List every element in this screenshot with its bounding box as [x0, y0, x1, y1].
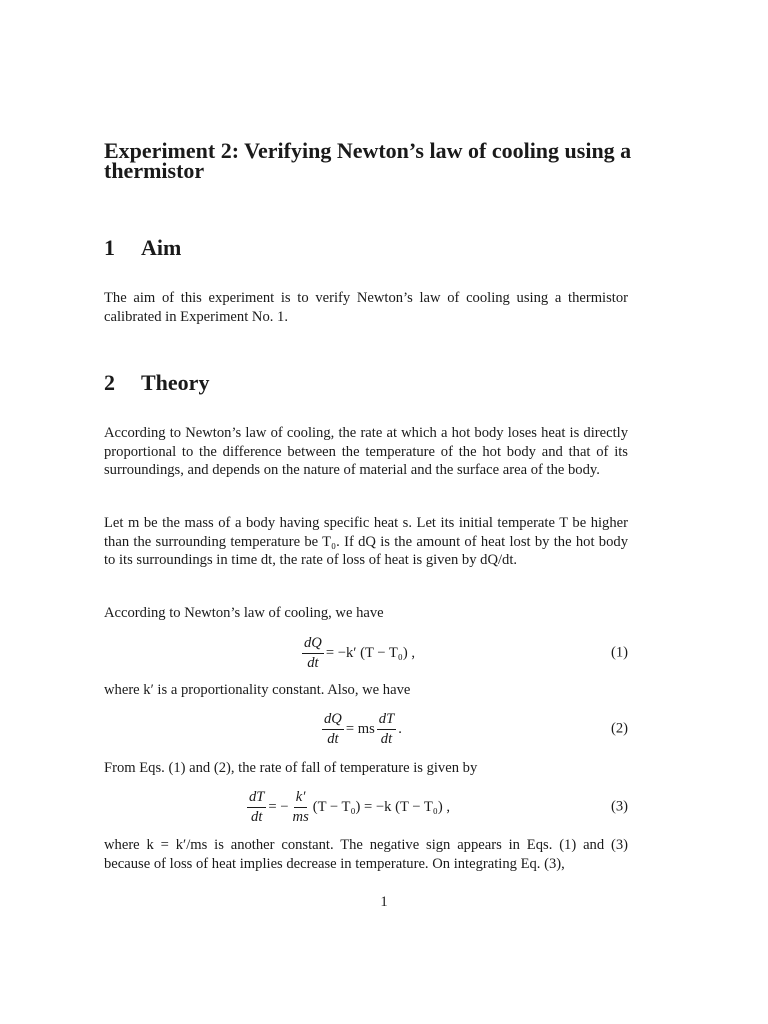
after-eq1-paragraph: where k′ is a proportionality constant. Also, we have [104, 682, 411, 698]
equation-rhs: (T − T₀) = −k (T − T₀) , [312, 798, 451, 815]
theory-paragraph-1: According to Newton’s law of cooling, the rate at which a hot body loses heat is directly proportional to the difference between the temperature of the hot body and that of its surroundings, and depends on the nature of material and the surface area of the body. [104, 425, 628, 478]
equation-middle: = − [268, 798, 289, 815]
section-number: 1 [104, 235, 115, 260]
equation-tail: . [398, 720, 402, 737]
aim-paragraph: The aim of this experiment is to verify Newton’s law of cooling using a thermistor calibrated in Experiment No. 1. [104, 290, 628, 325]
equation-3 [104, 784, 628, 830]
after-eq3-paragraph: where k = k′/ms is another constant. The negative sign appears in Eqs. (1) and (3) because of loss of heat implies decrease in temperature. On integrating Eq. (3), [104, 837, 628, 872]
equation-1 [104, 630, 628, 676]
equation-label: (2) [610, 720, 628, 737]
fraction: $\frac{dT}{dt}$ [249, 788, 265, 825]
equation-middle: = ms [345, 720, 375, 737]
section-number: 2 [104, 370, 115, 395]
after-eq2-paragraph: From Eqs. (1) and (2), the rate of fall of temperature is given by [104, 760, 478, 776]
page-number: 1 [380, 894, 388, 910]
theory-paragraph-2: Let m be the mass of a body having specific heat s. Let its initial temperate T be higher than the surrounding temperature be T₀. If dQ is the amount of heat lost by the hot body to its surroundings in time dt, the rate of loss of heat is given by dQ/dt. [104, 515, 628, 568]
fraction: $\frac{dT}{dt}$ [378, 710, 395, 747]
section-title: Aim [141, 235, 182, 260]
fraction: $\frac{k'}{ms}$ [292, 788, 309, 825]
fraction: $\frac{dQ}{dt}$ [304, 634, 322, 671]
section-heading-aim [104, 236, 181, 260]
theory-paragraph-3: According to Newton’s law of cooling, we have [104, 605, 384, 621]
section-title: Theory [141, 370, 210, 395]
document-title: Experiment 2: Verifying Newton’s law of cooling using a thermistor [104, 138, 632, 183]
fraction: $\frac{dQ}{dt}$ [324, 710, 342, 747]
section-heading-theory [104, 371, 209, 395]
equation-label: (3) [610, 798, 628, 815]
equation-label: (1) [610, 644, 628, 661]
equation-2 [104, 706, 628, 752]
equation-rhs: = −k′ (T − T₀) , [325, 644, 416, 661]
